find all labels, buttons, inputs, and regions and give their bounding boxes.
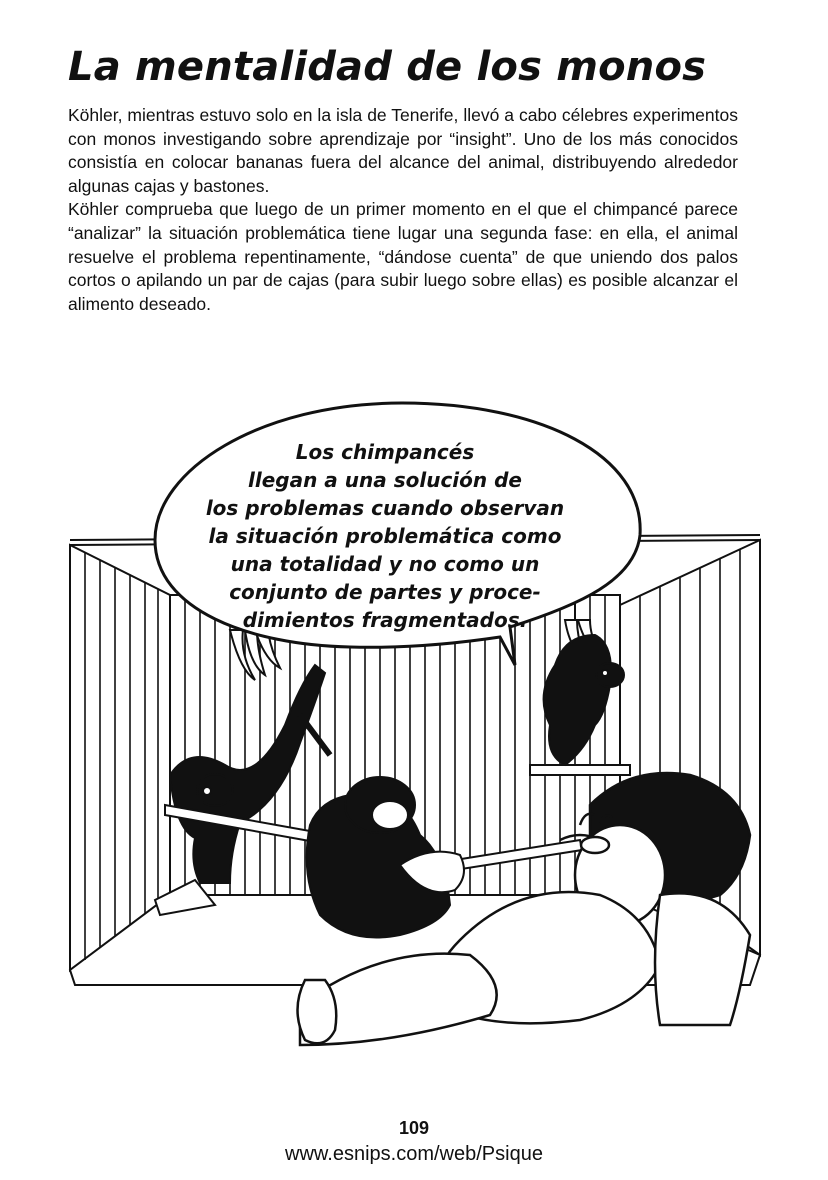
bubble-line: la situación problemática como bbox=[208, 524, 562, 548]
bubble-line: Los chimpancés bbox=[295, 440, 475, 464]
bubble-line: una totalidad y no como un bbox=[230, 552, 540, 576]
bubble-line: llegan a una solución de bbox=[248, 468, 522, 492]
bubble-line: los problemas cuando observan bbox=[205, 496, 565, 520]
footer-url: www.esnips.com/web/Psique bbox=[285, 1143, 543, 1165]
paragraph-2: Köhler comprueba que luego de un primer momento en el que el chimpancé parece “analizar” la situación problemática tiene lugar una segunda fase: en ella, el animal resuelve el problema repentinamente, “dándose cuenta” de que uniendo dos palos cortos o apilando un par de cajas (para subir luego sobre ellas) es posible alcanzar el alimento deseado. bbox=[68, 199, 738, 314]
bubble-line: dimientos fragmentados. bbox=[242, 608, 528, 632]
bubble-line: conjunto de partes y proce- bbox=[229, 580, 541, 604]
page-title: La mentalidad de los monos bbox=[68, 44, 707, 90]
speech-bubble-text bbox=[170, 438, 600, 634]
body-text bbox=[68, 104, 738, 316]
page-number: 109 bbox=[398, 1118, 430, 1138]
paragraph-1: Köhler, mientras estuvo solo en la isla de Tenerife, llevó a cabo célebres experimentos con monos investigando sobre aprendizaje por “insight”. Uno de los más conocidos consistía en colocar bananas fuera del alcance del animal, distribuyendo alrededor algunas cajas y bastones. bbox=[68, 105, 738, 196]
